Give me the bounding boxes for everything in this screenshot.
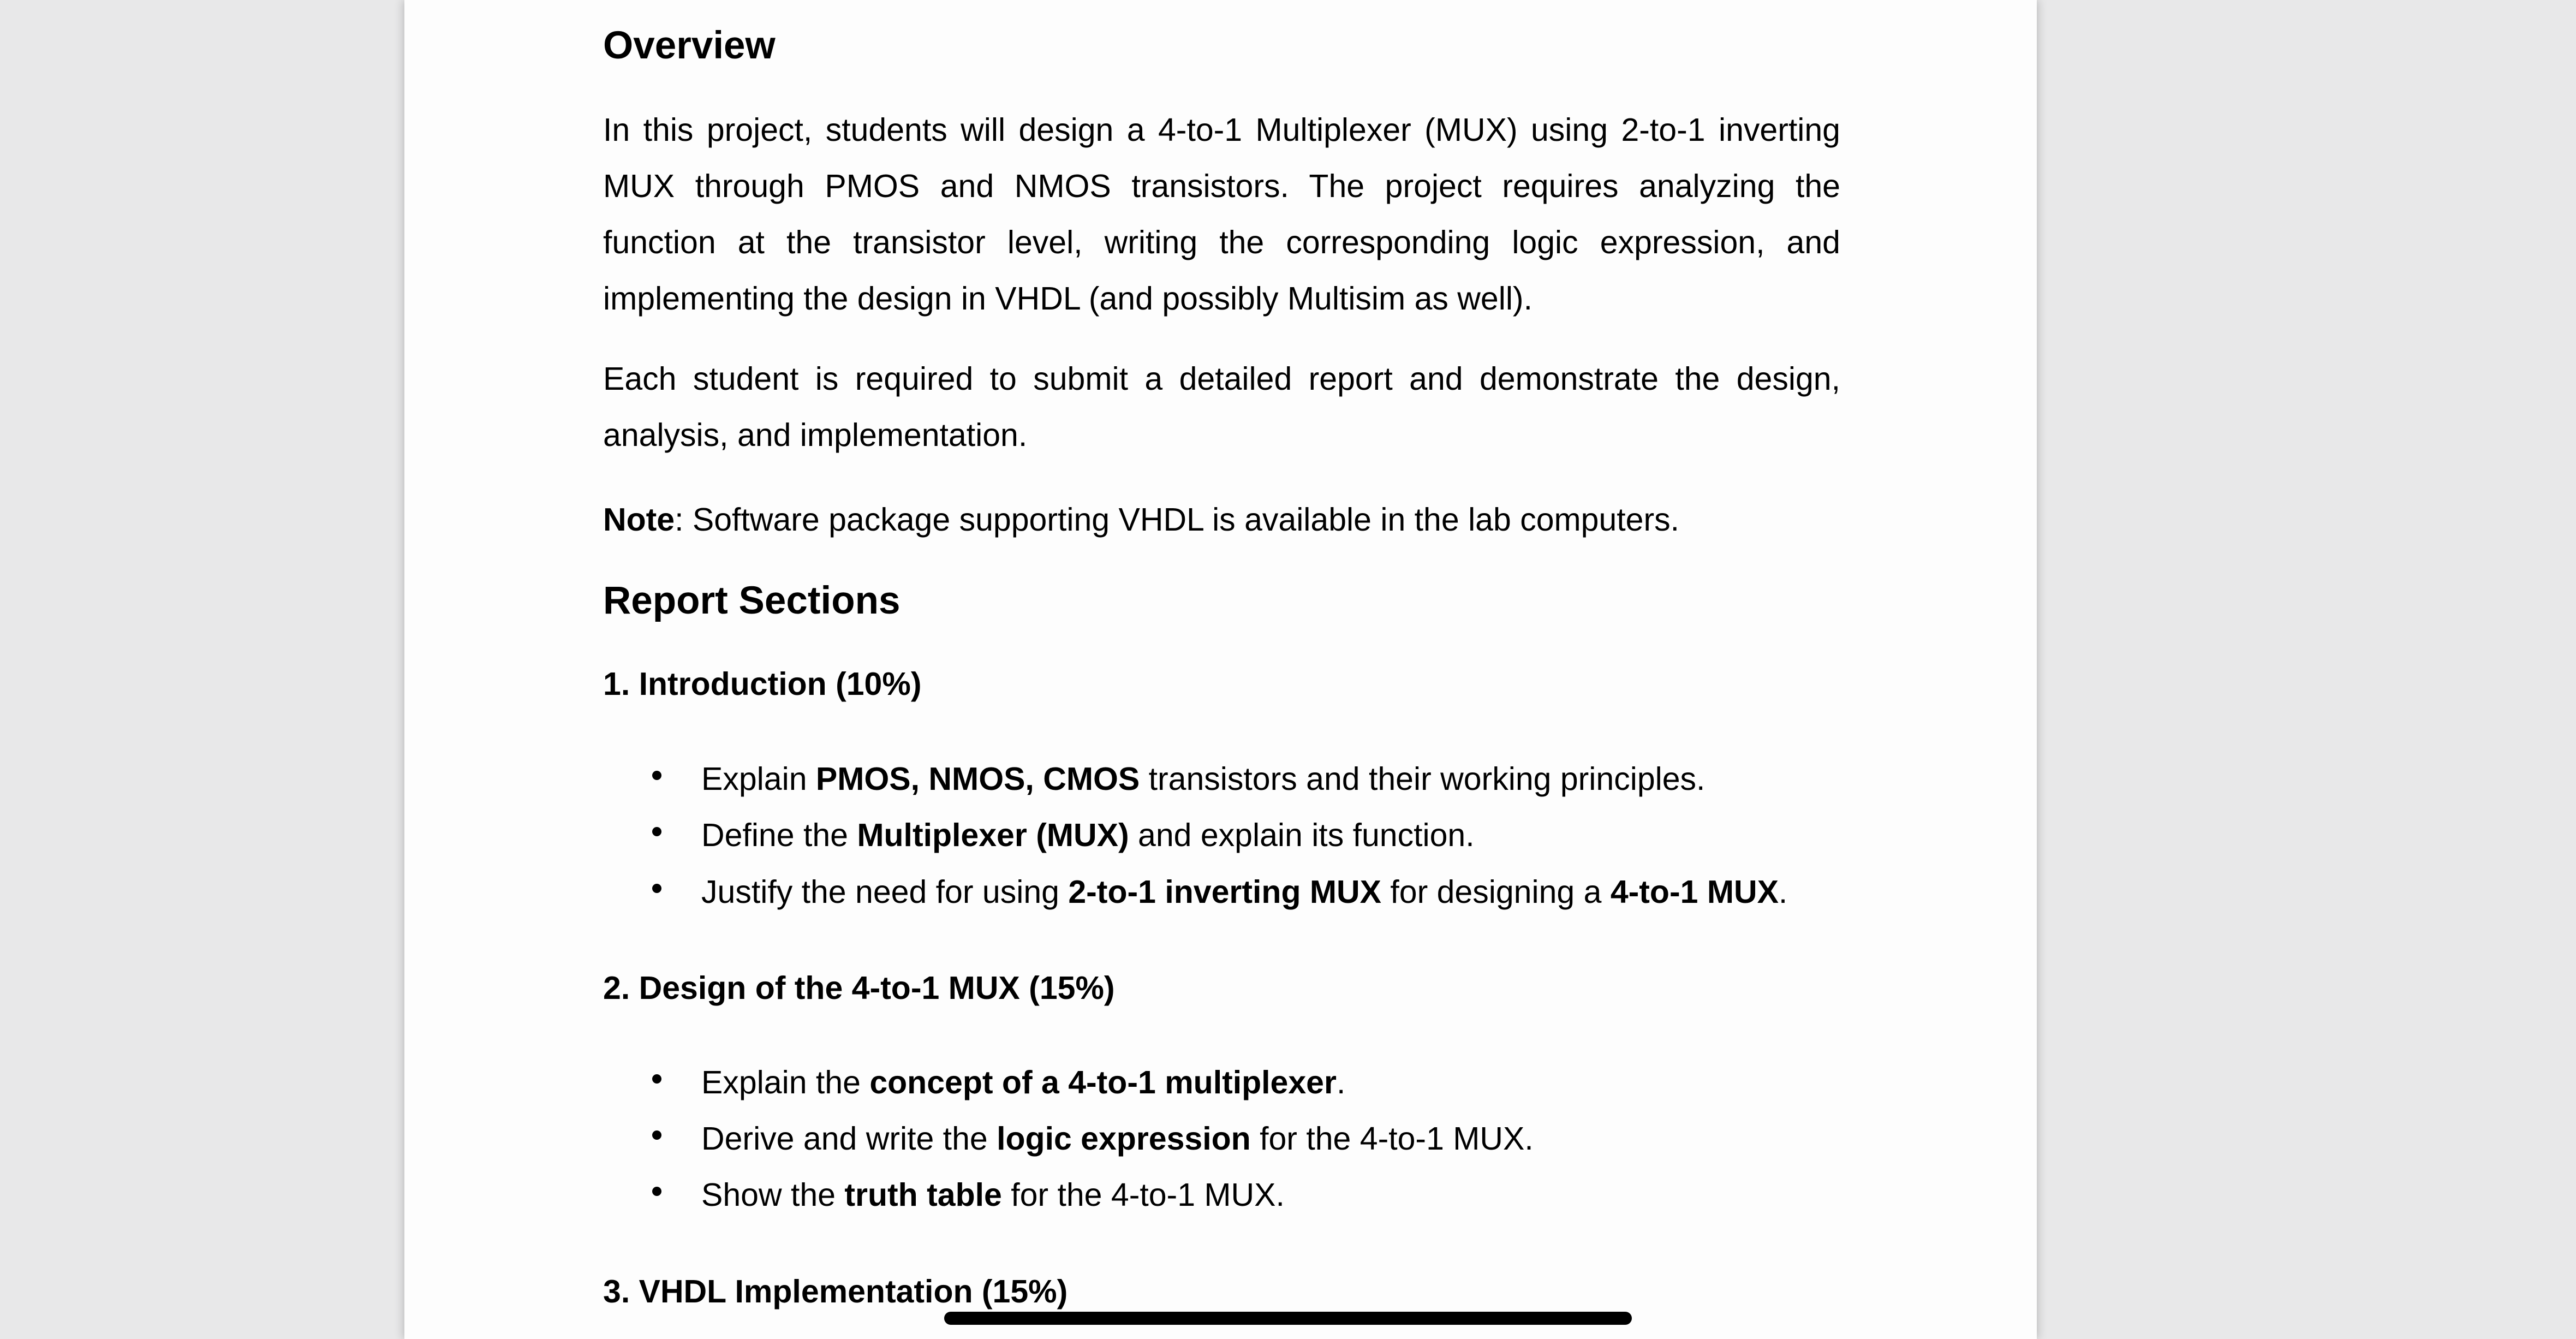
section-heading-vhdl-implementation: 3. VHDL Implementation (15%) <box>603 1273 1068 1310</box>
home-indicator[interactable] <box>944 1312 1632 1325</box>
note-text: : Software package supporting VHDL is available in the lab computers. <box>675 502 1680 538</box>
bullet-icon <box>652 884 661 893</box>
bullet-icon <box>652 1130 661 1140</box>
bullet-icon <box>652 1187 661 1196</box>
document-page: Overview In this project, students will design a 4-to-1 Multiplexer (MUX) using 2-to-1 inverting MUX through PMOS and NMOS transistors. The project requires analyzing the function at the transistor level, writing the corresponding logic expression, and implementing the design in VHDL (and possibly Multisim as well). Each student is required to submit a detailed report and demonstrate the design, analysis, and implementation. Note: Software package supporting VHDL is available in the lab computers. Report Sections 1. Introduction (10%) Explain PMOS, NMOS, CMOS transistors and their working principles. Define the Multiplexer (MUX) and explain its function. Justify the need for using 2-to-1 inverting MUX for designing a 4-to-1 MUX. 2. Design of the 4-to-1 MUX (15%) Explain the concept of a 4-to-1 multiplexer. Derive and write the logic expression for the 4-to-1 MUX. Show the truth table for the 4-to-1 MUX. 3. VHDL Implementation (15%) <box>404 0 2037 1339</box>
bullet-icon <box>652 1074 661 1084</box>
bullet-icon <box>652 771 661 780</box>
submission-paragraph: Each student is required to submit a detailed report and demonstrate the design, analysis, and implementation. <box>603 361 1840 453</box>
report-sections-heading: Report Sections <box>603 579 901 622</box>
bullet-icon <box>652 827 661 836</box>
note-line <box>603 504 1679 536</box>
overview-paragraph: In this project, students will design a 4-to-1 Multiplexer (MUX) using 2-to-1 inverting MUX through PMOS and NMOS transistors. The project requires analyzing the function at the transistor level, writing the corresponding logic expression, and implementing the design in VHDL (and possibly Multisim as well). <box>603 112 1840 317</box>
overview-heading: Overview <box>603 24 776 67</box>
section-heading-design: 2. Design of the 4-to-1 MUX (15%) <box>603 970 1115 1006</box>
section-heading-introduction: 1. Introduction (10%) <box>603 666 922 702</box>
note-label: Note <box>603 502 675 538</box>
